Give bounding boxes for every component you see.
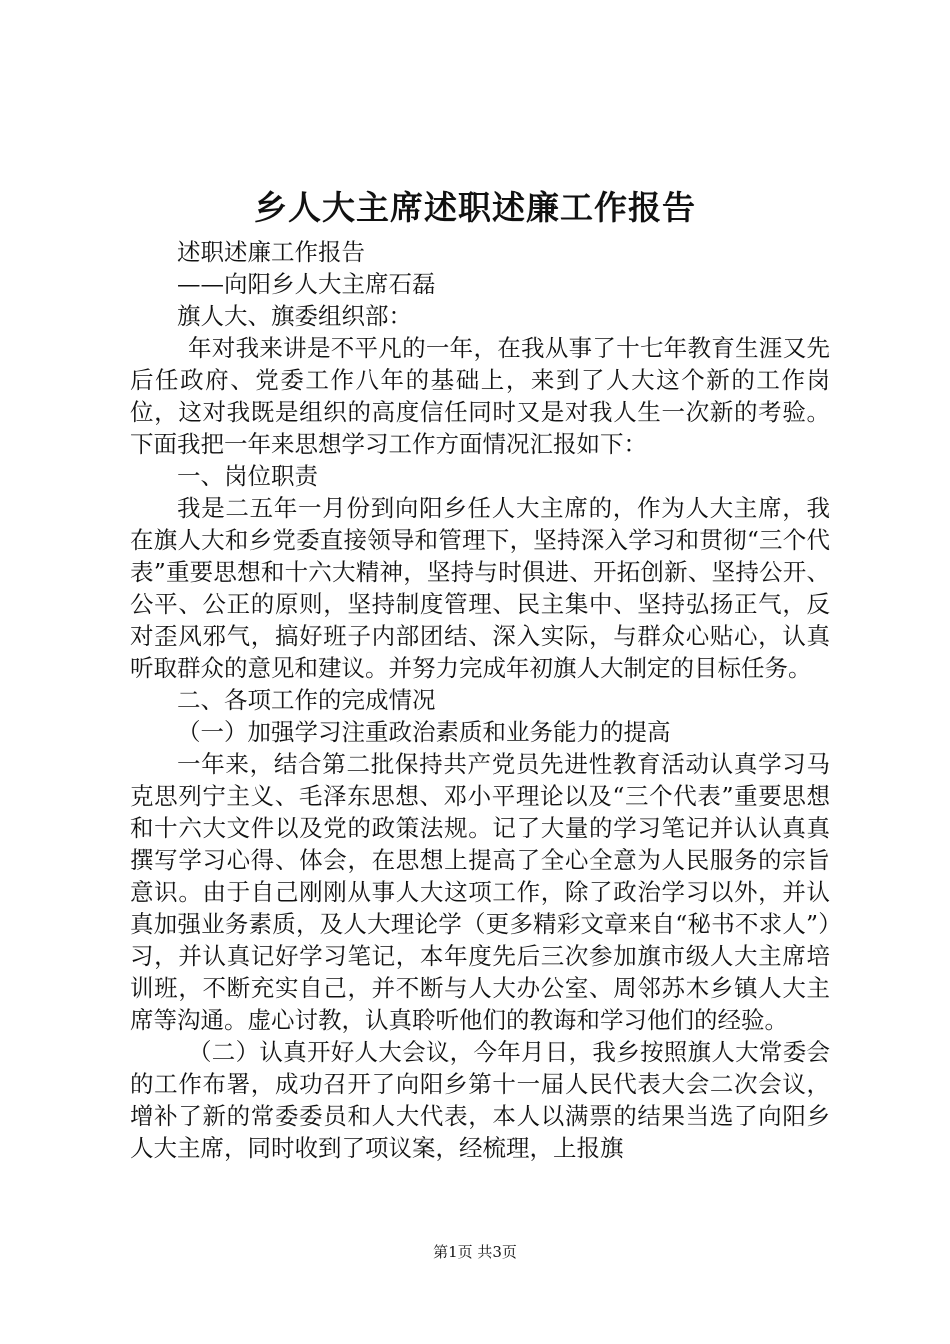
paragraph-report-heading: 述职述廉工作报告 — [177, 238, 365, 266]
document-title: 乡人大主席述职述廉工作报告 — [254, 188, 696, 227]
paragraph-meetings: （二）认真开好人大会议，今年月日，我乡按照旗人大常委会的工作布署，成功召开了向阳乡第十一届人民代表大会二次会议，增补了新的常委委员和人大代表，本人以满票的结果当选了向阳乡人大主席，同时收到了项议案，经梳理，上报旗 — [130, 1038, 830, 1162]
subsection-heading-study: （一）加强学习注重政治素质和业务能力的提高 — [177, 718, 671, 746]
section-heading-duties: 一、岗位职责 — [177, 462, 318, 490]
paragraph-author-line: ——向阳乡人大主席石磊 — [177, 270, 436, 298]
paragraph-intro: 年对我来讲是不平凡的一年，在我从事了十七年教育生涯又先后任政府、党委工作八年的基础上，来到了人大这个新的工作岗位，这对我既是组织的高度信任同时又是对我人生一次新的考验。下面我把一年来思想学习工作方面情况汇报如下： — [130, 334, 830, 458]
section-heading-work: 二、各项工作的完成情况 — [177, 686, 436, 714]
paragraph-salutation: 旗人大、旗委组织部： — [177, 302, 412, 330]
page-footer: 第1页 共3页 — [433, 1243, 517, 1261]
paragraph-duties: 我是二五年一月份到向阳乡任人大主席的，作为人大主席，我在旗人大和乡党委直接领导和管理下，坚持深入学习和贯彻“三个代表”重要思想和十六大精神，坚持与时俱进、开拓创新、坚持公开、公平、公正的原则，坚持制度管理、民主集中、坚持弘扬正气，反对歪风邪气，搞好班子内部团结、深入实际，与群众心贴心，认真听取群众的意见和建议。并努力完成年初旗人大制定的目标任务。 — [130, 494, 830, 682]
document-body — [130, 236, 830, 1164]
paragraph-study: 一年来，结合第二批保持共产党员先进性教育活动认真学习马克思列宁主义、毛泽东思想、邓小平理论以及“三个代表”重要思想和十六大文件以及党的政策法规。记了大量的学习笔记并认认真真撰写学习心得、体会，在思想上提高了全心全意为人民服务的宗旨意识。由于自己刚刚从事人大这项工作，除了政治学习以外，并认真加强业务素质，及人大理论学（更多精彩文章来自“秘书不求人”）习，并认真记好学习笔记，本年度先后三次参加旗市级人大主席培训班，不断充实自己，并不断与人大办公室、周邻苏木乡镇人大主席等沟通。虚心讨教，认真聆听他们的教诲和学习他们的经验。 — [130, 750, 830, 1034]
